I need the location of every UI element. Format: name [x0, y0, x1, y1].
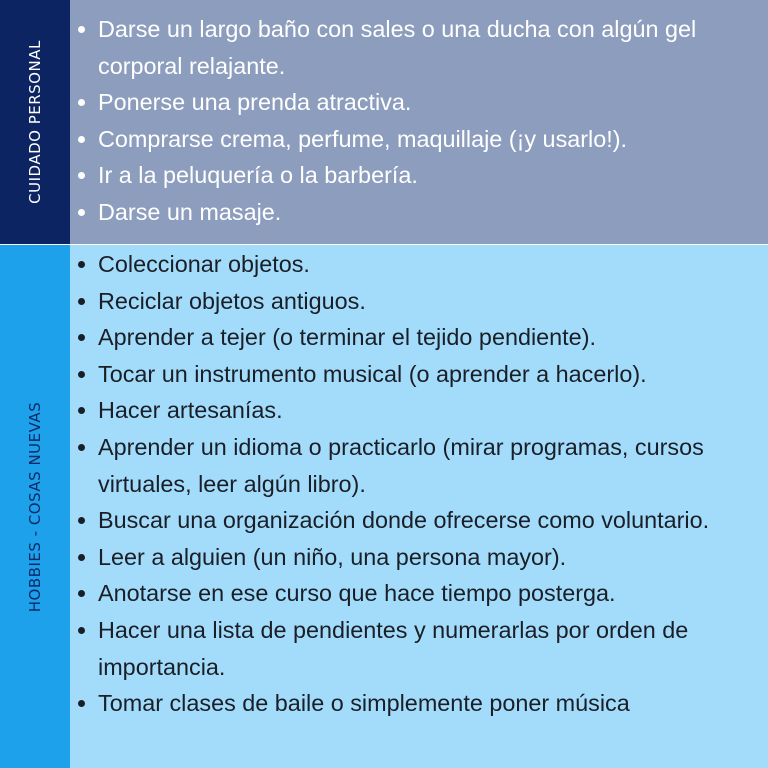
- list-item: [70, 685, 768, 722]
- list-item: [70, 283, 768, 320]
- bullet-icon: [78, 590, 85, 597]
- section-cuidado-personal: [0, 0, 768, 244]
- section-content: [70, 0, 768, 244]
- section-hobbies-cosas-nuevas: [0, 245, 768, 768]
- list-item: [70, 502, 768, 539]
- list-item-text: Leer a alguien (un niño, una persona mayor).: [98, 543, 567, 570]
- list-item-text: Reciclar objetos antiguos.: [98, 287, 366, 314]
- list-item: [70, 194, 768, 231]
- list-item-text: Ir a la peluquería o la barbería.: [98, 162, 418, 189]
- list-item-text: Aprender a tejer (o terminar el tejido pendiente).: [98, 324, 596, 351]
- list-item: [70, 575, 768, 612]
- bullet-icon: [78, 554, 85, 561]
- list-item-text: Anotarse en ese curso que hace tiempo posterga.: [98, 580, 616, 607]
- section-content: [70, 245, 768, 768]
- list-item: [70, 11, 768, 84]
- list-item-text: Tocar un instrumento musical (o aprender a hacerlo).: [98, 360, 647, 387]
- list-item-text: Hacer artesanías.: [98, 397, 283, 424]
- bullet-icon: [78, 517, 85, 524]
- list-item: [70, 612, 768, 685]
- list-item: [70, 429, 768, 502]
- list-item: [70, 392, 768, 429]
- activity-list: [70, 246, 768, 722]
- bullet-icon: [78, 444, 85, 451]
- bullet-icon: [78, 298, 85, 305]
- bullet-icon: [78, 334, 85, 341]
- list-item: [70, 246, 768, 283]
- bullet-icon: [78, 26, 85, 33]
- bullet-icon: [78, 136, 85, 143]
- list-item-text: Ponerse una prenda atractiva.: [98, 89, 412, 116]
- list-item: [70, 84, 768, 121]
- list-item: [70, 157, 768, 194]
- bullet-icon: [78, 172, 85, 179]
- bullet-icon: [78, 261, 85, 268]
- list-item: [70, 539, 768, 576]
- bullet-icon: [78, 371, 85, 378]
- list-item: [70, 319, 768, 356]
- list-item-text: Darse un masaje.: [98, 198, 282, 225]
- bullet-icon: [78, 99, 85, 106]
- list-item-text: Comprarse crema, perfume, maquillaje (¡y usarlo!).: [98, 125, 628, 152]
- list-item-text: Tomar clases de baile o simplemente poner música: [98, 690, 630, 717]
- section-label: HOBBIES - COSAS NUEVAS: [26, 401, 44, 612]
- list-item-text: Coleccionar objetos.: [98, 251, 310, 277]
- bullet-icon: [78, 700, 85, 707]
- list-item-text: Aprender un idioma o practicarlo (mirar programas, cursos virtuales, leer algún libro).: [98, 433, 704, 497]
- bullet-icon: [78, 407, 85, 414]
- list-item: [70, 356, 768, 393]
- bullet-icon: [78, 627, 85, 634]
- list-item: [70, 121, 768, 158]
- bullet-icon: [78, 209, 85, 216]
- section-label-cell: [0, 0, 70, 244]
- list-item-text: Darse un largo baño con sales o una ducha con algún gel corporal relajante.: [98, 16, 697, 79]
- list-item-text: Hacer una lista de pendientes y numerarlas por orden de importancia.: [98, 616, 689, 680]
- activity-list: [70, 0, 768, 231]
- section-label-cell: [0, 245, 70, 768]
- list-item-text: Buscar una organización donde ofrecerse como voluntario.: [98, 507, 710, 534]
- section-label: CUIDADO PERSONAL: [26, 40, 45, 204]
